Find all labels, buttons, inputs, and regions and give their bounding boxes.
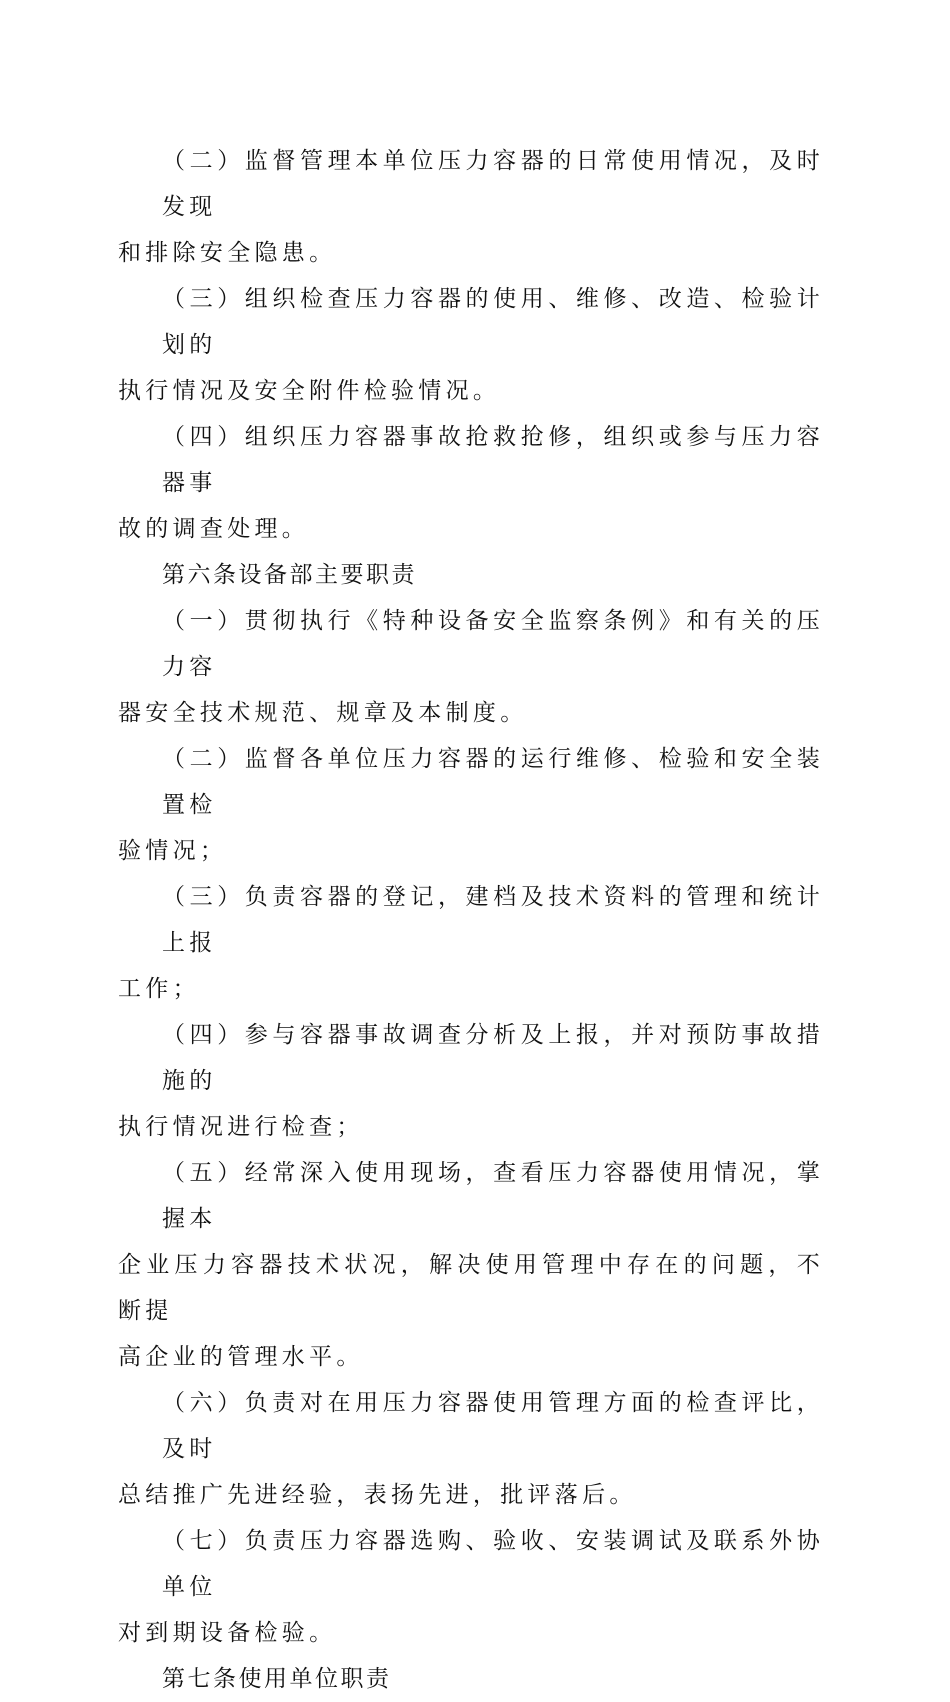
paragraph-line: （七）负责压力容器选购、验收、安装调试及联系外协单位 xyxy=(162,1528,824,1600)
paragraph-accident-investigation xyxy=(118,1012,824,1150)
paragraph-line: （四）参与容器事故调查分析及上报，并对预防事故措施的 xyxy=(162,1022,824,1094)
paragraph-line: （四）组织压力容器事故抢救抢修，组织或参与压力容器事 xyxy=(162,424,824,496)
paragraph-accident-rescue xyxy=(118,414,824,552)
paragraph-supervise-daily-use xyxy=(118,138,824,276)
paragraph-implement-regulations xyxy=(118,598,824,736)
document-body xyxy=(118,138,824,1702)
paragraph-line: （二）监督各单位压力容器的运行维修、检验和安全装置检 xyxy=(162,746,824,818)
paragraph-line: 对到期设备检验。 xyxy=(118,1620,337,1646)
paragraph-line: （二）监督管理本单位压力容器的日常使用情况，及时发现 xyxy=(162,148,824,220)
paragraph-line: （六）负责对在用压力容器使用管理方面的检查评比，及时 xyxy=(162,1390,824,1462)
paragraph-evaluation xyxy=(118,1380,824,1518)
paragraph-line: 器安全技术规范、规章及本制度。 xyxy=(118,700,528,726)
paragraph-line: （一）贯彻执行《特种设备安全监察条例》和有关的压力容 xyxy=(162,608,824,680)
paragraph-line: （五）经常深入使用现场，查看压力容器使用情况，掌握本 xyxy=(162,1160,824,1232)
paragraph-inspect-plans xyxy=(118,276,824,414)
paragraph-line: 验情况； xyxy=(118,838,228,864)
paragraph-line: 高企业的管理水平。 xyxy=(118,1344,364,1370)
paragraph-line: （三）组织检查压力容器的使用、维修、改造、检验计划的 xyxy=(162,286,824,358)
paragraph-supervise-maintenance xyxy=(118,736,824,874)
paragraph-line: 和排除安全隐患。 xyxy=(118,240,337,266)
article-7-heading: 第七条使用单位职责 xyxy=(162,1666,392,1692)
paragraph-line: 总结推广先进经验，表扬先进，批评落后。 xyxy=(118,1482,637,1508)
paragraph-line: 企业压力容器技术状况，解决使用管理中存在的问题，不断提 xyxy=(118,1252,824,1324)
paragraph-site-inspection xyxy=(118,1150,824,1380)
article-6-heading: 第六条设备部主要职责 xyxy=(162,562,417,588)
paragraph-line: 工作； xyxy=(118,976,200,1002)
paragraph-line: 执行情况及安全附件检验情况。 xyxy=(118,378,501,404)
paragraph-line: 执行情况进行检查； xyxy=(118,1114,364,1140)
paragraph-procurement xyxy=(118,1518,824,1656)
paragraph-registration-records xyxy=(118,874,824,1012)
paragraph-line: （三）负责容器的登记，建档及技术资料的管理和统计上报 xyxy=(162,884,824,956)
paragraph-line: 故的调查处理。 xyxy=(118,516,310,542)
